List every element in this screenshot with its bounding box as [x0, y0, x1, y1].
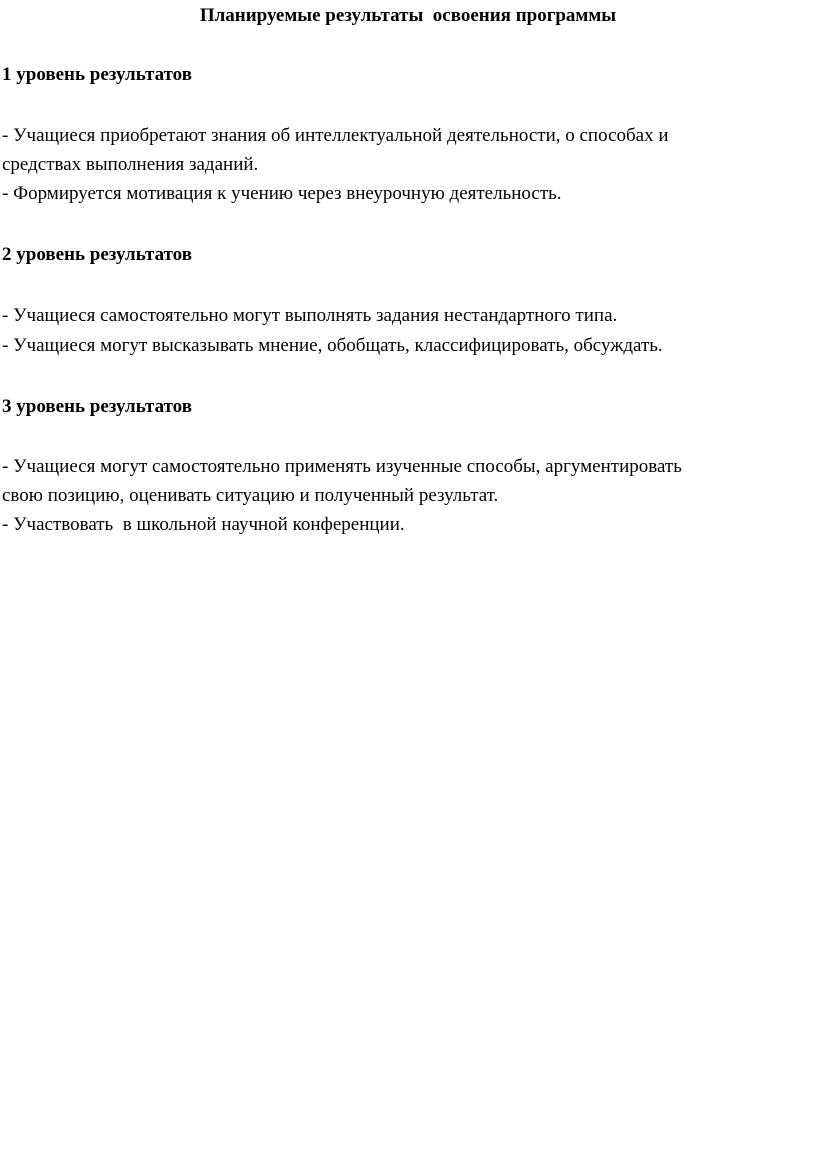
section-1-line-3: - Формируется мотивация к учению через внеурочную деятельность. — [2, 183, 562, 204]
section-1-heading: 1 уровень результатов — [2, 64, 192, 85]
section-2-line-1: - Учащиеся самостоятельно могут выполнять задания нестандартного типа. — [2, 305, 618, 326]
section-2-line-2: - Учащиеся могут высказывать мнение, обобщать, классифицировать, обсуждать. — [2, 335, 663, 356]
document-title: Планируемые результаты освоения программы — [199, 5, 617, 26]
section-2-heading: 2 уровень результатов — [2, 244, 192, 265]
section-3-line-3: - Участвовать в школьной научной конференции. — [2, 514, 405, 535]
section-1-line-1: - Учащиеся приобретают знания об интеллектуальной деятельности, о способах и — [2, 125, 669, 146]
section-3-line-2: свою позицию, оценивать ситуацию и полученный результат. — [2, 485, 499, 506]
section-3-heading: 3 уровень результатов — [2, 396, 192, 417]
section-1-line-2: средствах выполнения заданий. — [2, 154, 259, 175]
section-3-line-1: - Учащиеся могут самостоятельно применять изученные способы, аргументировать — [2, 456, 682, 477]
